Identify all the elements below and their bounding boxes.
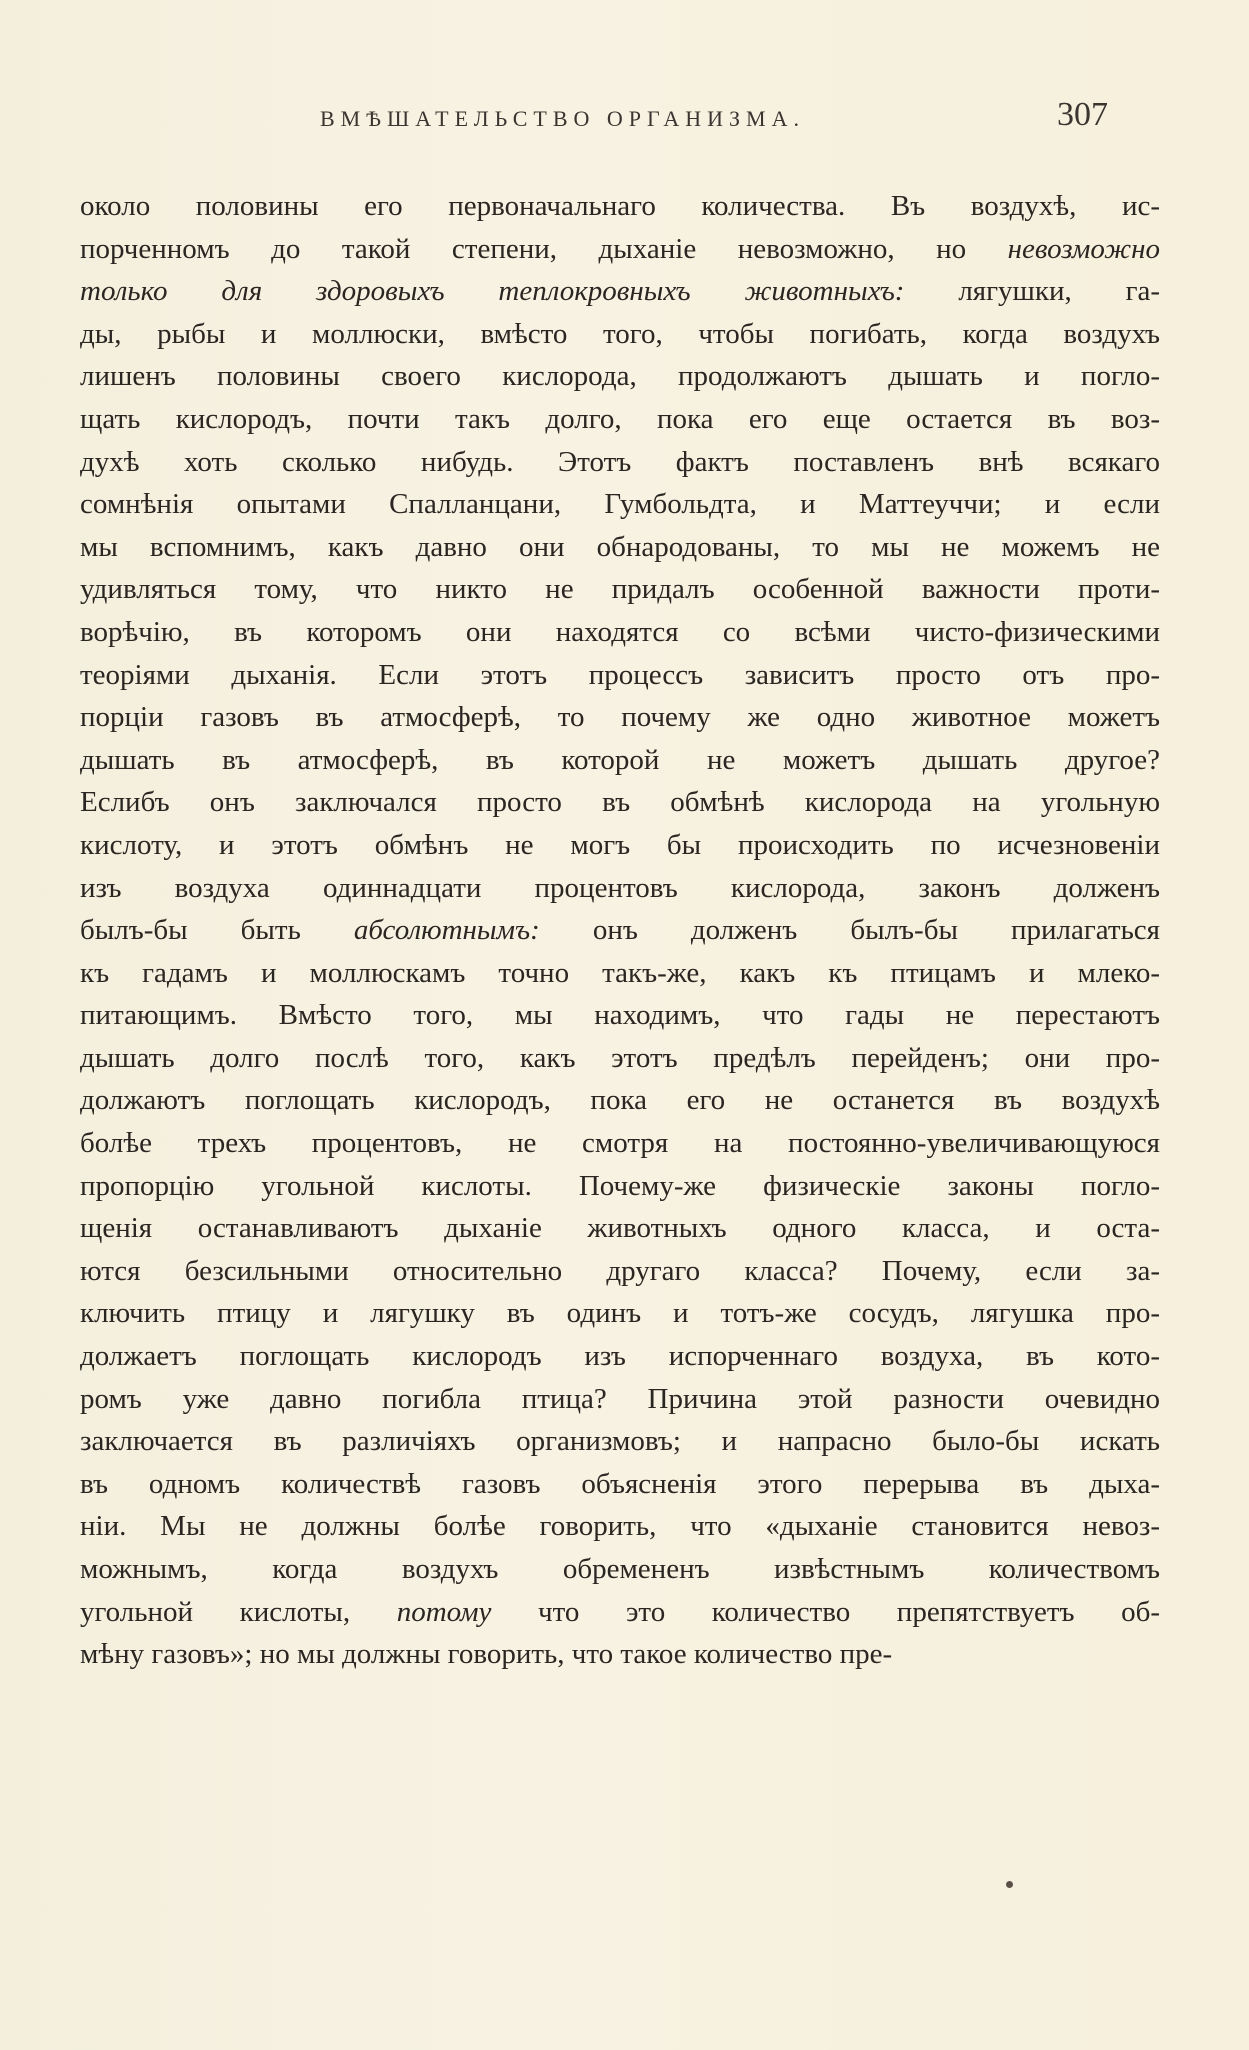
text-line	[80, 185, 1160, 228]
text-segment: дышать въ атмосферѣ, въ которой не можетъ дышать другое?	[80, 743, 1160, 776]
text-segment: ды, рыбы и моллюски, вмѣсто того, чтобы погибать, когда воздухъ	[80, 317, 1160, 350]
text-line	[80, 654, 1160, 697]
text-line	[80, 1122, 1160, 1165]
text-line	[80, 398, 1160, 441]
text-segment: ніи. Мы не должны болѣе говорить, что «дыханіе становится невоз-	[80, 1510, 1160, 1543]
text-segment: духѣ хоть сколько нибудь. Этотъ фактъ поставленъ внѣ всякаго	[80, 445, 1160, 478]
text-segment: ключить птицу и лягушку въ одинъ и тотъ-же сосудъ, лягушка про-	[80, 1297, 1160, 1330]
text-segment: должаетъ поглощать кислородъ изъ испорченнаго воздуха, въ кото-	[80, 1340, 1160, 1373]
text-segment: сомнѣнія опытами Спалланцани, Гумбольдта, и Маттеуччи; и если	[80, 488, 1160, 521]
text-segment: ются безсильными относительно другаго класса? Почему, если за-	[80, 1254, 1160, 1287]
text-segment: дышать долго послѣ того, какъ этотъ предѣлъ перейденъ; они про-	[80, 1041, 1160, 1074]
text-segment: угольной кислоты,	[80, 1595, 397, 1628]
text-line	[80, 355, 1160, 398]
text-line	[80, 867, 1160, 910]
text-segment: щать кислородъ, почти такъ долго, пока его еще остается въ воз-	[80, 402, 1160, 435]
text-segment: удивляться тому, что никто не придалъ особенной важности проти-	[80, 573, 1160, 606]
text-line	[80, 228, 1160, 271]
text-line	[80, 1335, 1160, 1378]
text-line	[80, 781, 1160, 824]
text-segment: должаютъ поглощать кислородъ, пока его не останется въ воздухѣ	[80, 1084, 1160, 1117]
text-line	[80, 1548, 1160, 1591]
text-segment: мы вспомнимъ, какъ давно они обнародованы, то мы не можемъ не	[80, 530, 1160, 563]
text-line	[80, 824, 1160, 867]
text-segment: мѣну газовъ»; но мы должны говорить, что такое количество пре-	[80, 1638, 893, 1671]
text-line	[80, 909, 1160, 952]
text-segment: былъ-бы быть	[80, 914, 354, 947]
text-line	[80, 1250, 1160, 1293]
text-segment: лишенъ половины своего кислорода, продолжаютъ дышать и погло-	[80, 360, 1160, 393]
text-segment: ворѣчію, въ которомъ они находятся со всѣми чисто-физическими	[80, 615, 1160, 648]
text-segment: изъ воздуха одиннадцати процентовъ кислорода, законъ долженъ	[80, 871, 1160, 904]
text-segment: что это количество препятствуетъ об-	[491, 1595, 1160, 1628]
text-line	[80, 611, 1160, 654]
text-segment: питающимъ. Вмѣсто того, мы находимъ, что гады не перестаютъ	[80, 999, 1160, 1032]
italic-segment: абсолютнымъ:	[353, 914, 540, 947]
text-segment: порченномъ до такой степени, дыханіе невозможно, но	[80, 232, 1008, 265]
text-line	[80, 994, 1160, 1037]
text-segment: теоріями дыханія. Если этотъ процессъ зависитъ просто отъ про-	[80, 658, 1160, 691]
ink-dot	[1006, 1881, 1013, 1888]
body-text	[80, 185, 1160, 1676]
text-segment: въ одномъ количествѣ газовъ объясненія этого перерыва въ дыха-	[80, 1467, 1160, 1500]
text-segment: порціи газовъ въ атмосферѣ, то почему же одно животное можетъ	[80, 701, 1160, 734]
italic-segment: только для здоровыхъ теплокровныхъ животныхъ:	[80, 275, 905, 308]
text-segment: можнымъ, когда воздухъ обремененъ извѣстнымъ количествомъ	[80, 1553, 1160, 1585]
running-title: ВМѢШАТЕЛЬСТВО ОРГАНИЗМА.	[320, 106, 805, 131]
text-line	[80, 1591, 1160, 1634]
text-segment: ромъ уже давно погибла птица? Причина этой разности очевидно	[80, 1382, 1160, 1415]
text-segment: Еслибъ онъ заключался просто въ обмѣнѣ кислорода на угольную	[80, 786, 1160, 819]
text-line	[80, 1505, 1160, 1548]
text-line	[80, 1079, 1160, 1122]
text-line	[80, 568, 1160, 611]
text-line	[80, 1292, 1160, 1335]
text-line	[80, 1037, 1160, 1080]
text-segment: около половины его первоначальнаго количества. Въ воздухѣ, ис-	[80, 190, 1160, 222]
text-line	[80, 1165, 1160, 1208]
text-line	[80, 270, 1160, 313]
text-line	[80, 441, 1160, 484]
text-segment: пропорцію угольной кислоты. Почему-же физическіе законы погло-	[80, 1169, 1160, 1202]
text-line	[80, 952, 1160, 995]
text-line	[80, 1420, 1160, 1463]
text-segment: кислоту, и этотъ обмѣнъ не могъ бы происходить по исчезновеніи	[80, 828, 1160, 861]
text-segment: заключается въ различіяхъ организмовъ; и напрасно было-бы искать	[80, 1425, 1160, 1458]
text-segment: къ гадамъ и моллюскамъ точно такъ-же, какъ къ птицамъ и млеко-	[80, 956, 1160, 989]
text-segment: болѣе трехъ процентовъ, не смотря на постоянно-увеличивающуюся	[80, 1127, 1160, 1160]
text-line	[80, 526, 1160, 569]
text-line	[80, 739, 1160, 782]
text-segment: лягушки, га-	[904, 275, 1160, 308]
text-segment: онъ долженъ былъ-бы прилагаться	[539, 914, 1160, 947]
text-line	[80, 696, 1160, 739]
text-line	[80, 1633, 1160, 1676]
text-line	[80, 1207, 1160, 1250]
text-line	[80, 483, 1160, 526]
text-line	[80, 313, 1160, 356]
text-segment: щенія останавливаютъ дыханіе животныхъ одного класса, и оста-	[80, 1212, 1160, 1245]
italic-segment: потому	[396, 1595, 492, 1628]
text-line	[80, 1378, 1160, 1421]
italic-segment: невозможно	[1007, 232, 1160, 265]
page-number: 307	[1057, 96, 1108, 133]
text-line	[80, 1463, 1160, 1506]
